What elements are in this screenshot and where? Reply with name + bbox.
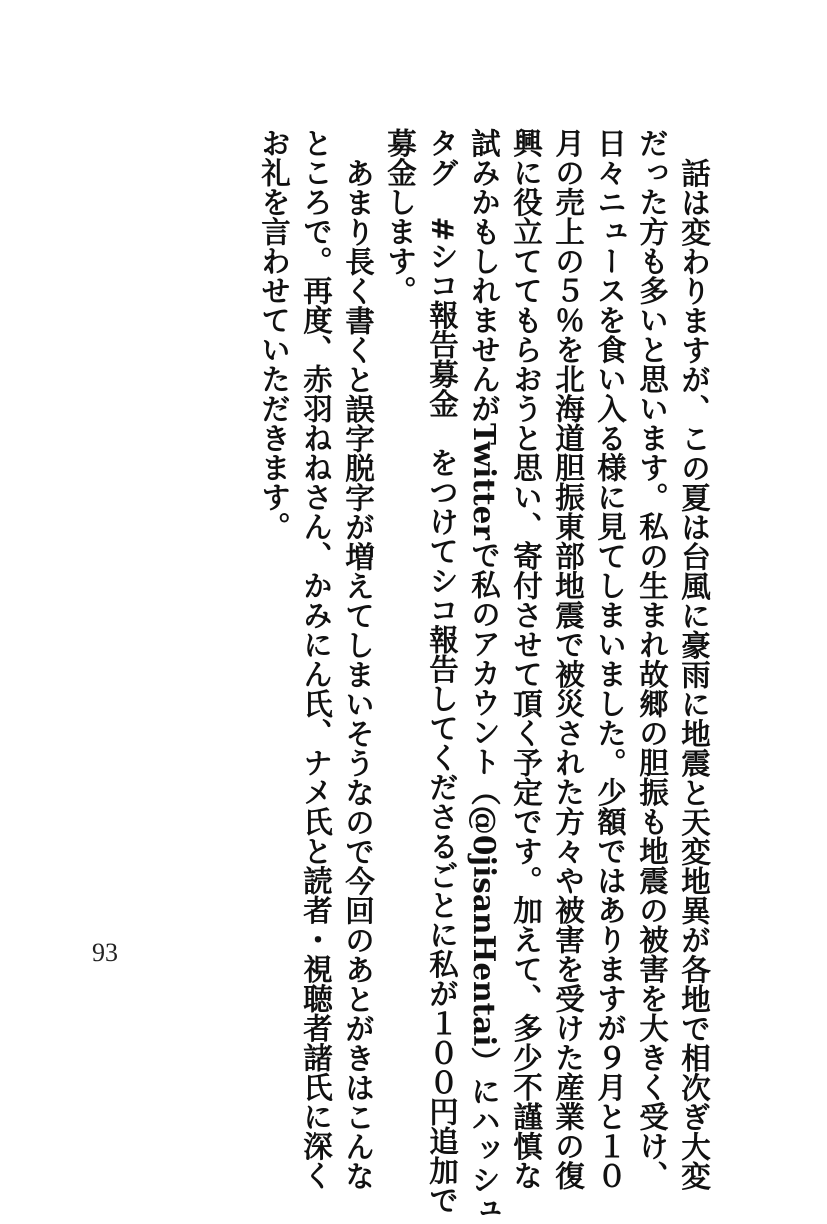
text-line: あまり長く書くと誤字脱字が増えてしまいそうなので今回のあとがきはこんな [341,157,376,1190]
text-line: 試みかもしれませんがTwitterで私のアカウント（@0jisanHentai）にハッシュ [467,128,502,1224]
text-line: 話は変わりますが、この夏は台風に豪雨に地震と天変地異が各地で相次ぎ大変 [677,157,712,1190]
page-number: 93 [92,938,118,967]
text-line: 興に役立ててもらおうと思い、寄付させて頂く予定です。加えて、多少不謹慎な [509,128,544,1190]
paragraph-1 [379,128,715,1224]
text-line: ところで。再度、赤羽ねねさん、かみにん氏、ナメ氏と読者・視聴者諸氏に深く [299,128,334,1190]
paragraph-2 [253,128,379,1190]
afterword-text [245,128,715,1224]
text-line: 募金します。 [383,128,418,305]
text-line: 日々ニュースを食い入る様に見てしまいました。少額ではありますが９月と１０ [593,128,628,1190]
text-line: タグ #シコ報告募金 をつけてシコ報告してくださるごとに私が１００円追加で [425,128,460,1215]
text-line: だった方も多いと思います。私の生まれ故郷の胆振も地震の被害を大きく受け、 [635,128,670,1190]
text-line: 月の売上の５％を北海道胆振東部地震で被災された方々や被害を受けた産業の復 [551,128,586,1190]
text-line: お礼を言わせていただきます。 [257,128,292,541]
